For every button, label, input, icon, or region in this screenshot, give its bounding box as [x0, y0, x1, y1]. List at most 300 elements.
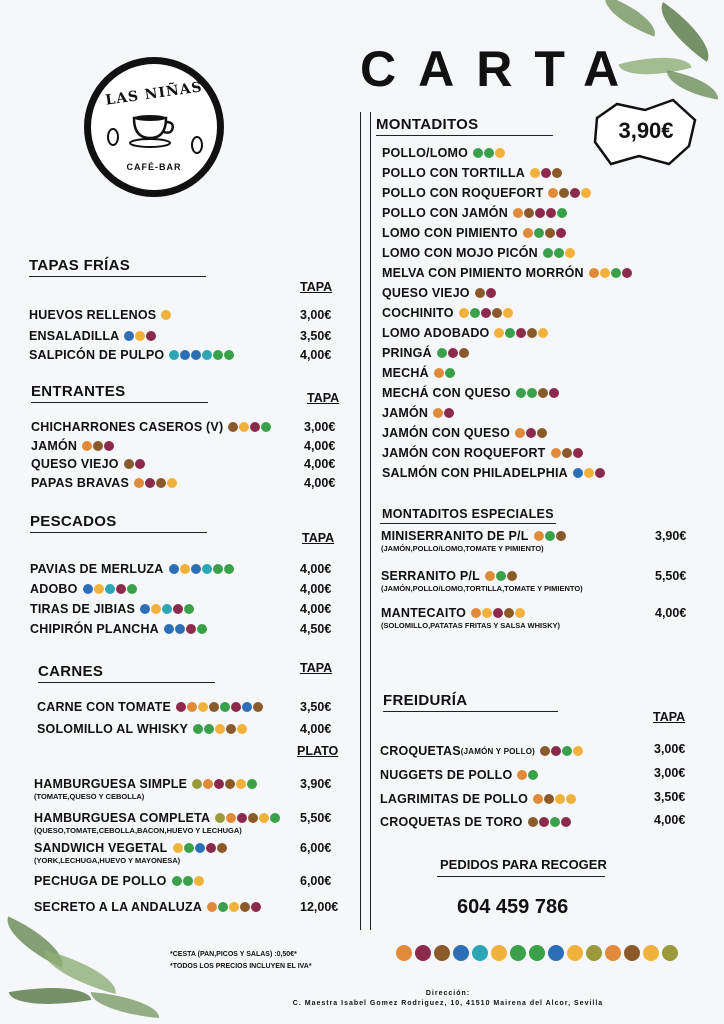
allergen-green-icon — [437, 348, 447, 358]
menu-item-name: SALMÓN CON PHILADELPHIA — [382, 466, 568, 480]
allergen-maroon-icon — [526, 428, 536, 438]
menu-item-price: 4,00€ — [655, 606, 687, 620]
section-title-especiales: MONTADITOS ESPECIALES — [382, 507, 554, 521]
menu-item-description: (YORK,LECHUGA,HUEVO Y MAYONESA) — [34, 856, 181, 865]
menu-item — [29, 348, 234, 362]
allergen-brown-icon — [209, 702, 219, 712]
allergen-yellow-icon — [584, 468, 594, 478]
allergen-green-icon — [545, 531, 555, 541]
allergen-yellow-icon — [135, 331, 145, 341]
price-badge — [591, 98, 701, 168]
allergen-brown-icon — [524, 208, 534, 218]
menu-item — [31, 457, 145, 471]
menu-item-price: 3,00€ — [300, 308, 332, 322]
allergen-orange-icon — [134, 478, 144, 488]
allergen-green-icon — [220, 702, 230, 712]
allergen-blue-icon — [180, 350, 190, 360]
allergen-maroon-icon — [551, 746, 561, 756]
menu-item — [31, 439, 114, 453]
allergen-maroon-icon — [546, 208, 556, 218]
allergen-brown-icon — [562, 448, 572, 458]
allergen-orange-icon — [513, 208, 523, 218]
menu-item — [382, 346, 469, 360]
allergen-icons — [176, 702, 263, 712]
allergen-orange-icon — [434, 368, 444, 378]
menu-item — [34, 777, 257, 791]
allergen-green-icon — [543, 248, 553, 258]
allergen-brown-icon — [240, 902, 250, 912]
allergen-maroon-icon — [486, 288, 496, 298]
address-text: C. Maestra Isabel Gomez Rodriguez, 10, 41510 Mairena del Alcor, Sevilla — [292, 1000, 604, 1007]
menu-item-price: 4,00€ — [304, 439, 336, 453]
allergen-green-icon — [528, 770, 538, 780]
menu-item — [31, 476, 177, 490]
allergen-brown-icon — [226, 724, 236, 734]
menu-item — [382, 386, 559, 400]
menu-item-price: 3,50€ — [300, 329, 332, 343]
menu-item — [30, 622, 207, 636]
allergen-maroon-icon — [237, 813, 247, 823]
menu-item — [34, 900, 261, 914]
allergen-icons — [193, 724, 247, 734]
menu-item-name: HUEVOS RELLENOS — [29, 308, 157, 322]
allergen-brown-icon — [527, 328, 537, 338]
logo-subtitle: CAFÉ-BAR — [126, 162, 182, 172]
menu-item-name: MANTECAITO — [381, 606, 467, 620]
page-title: CARTA — [360, 41, 642, 97]
menu-item-price: 6,00€ — [300, 841, 332, 855]
menu-item — [380, 744, 583, 758]
allergen-orange-icon — [517, 770, 527, 780]
menu-item-description: (JAMÓN,POLLO/LOMO,TOMATE Y PIMIENTO) — [381, 544, 544, 553]
allergen-brown-icon — [225, 779, 235, 789]
allergen-olive-icon — [192, 779, 202, 789]
menu-item-name: QUESO VIEJO — [382, 286, 470, 300]
menu-item — [380, 768, 538, 782]
allergen-green-icon — [270, 813, 280, 823]
allergen-green-icon — [184, 604, 194, 614]
allergen-blue-icon — [191, 350, 201, 360]
allergen-yellow-icon — [515, 608, 525, 618]
allergen-brown-icon — [528, 817, 538, 827]
allergen-maroon-icon — [541, 168, 551, 178]
allergen-icons — [169, 564, 234, 574]
menu-item-price: 12,00€ — [300, 900, 339, 914]
allergen-blue-icon — [124, 331, 134, 341]
legend-green-icon — [510, 945, 526, 961]
allergen-yellow-icon — [215, 724, 225, 734]
allergen-brown-icon — [507, 571, 517, 581]
allergen-green-icon — [470, 308, 480, 318]
allergen-orange-icon — [589, 268, 599, 278]
allergen-yellow-icon — [538, 328, 548, 338]
allergen-icons — [540, 746, 583, 756]
legend-green-icon — [529, 945, 545, 961]
menu-item-name: LOMO ADOBADO — [382, 326, 490, 340]
allergen-green-icon — [224, 564, 234, 574]
allergen-icons — [124, 331, 156, 341]
coffee-bean-icon — [191, 136, 203, 154]
section-underline — [38, 682, 215, 683]
allergen-yellow-icon — [180, 564, 190, 574]
allergen-yellow-icon — [198, 702, 208, 712]
allergen-yellow-icon — [495, 148, 505, 158]
allergen-icons — [173, 843, 227, 853]
menu-item-description: (QUESO,TOMATE,CEBOLLA,BACON,HUEVO Y LECHUGA) — [34, 826, 242, 835]
column-head: TAPA — [300, 280, 333, 294]
coffee-bean-icon — [107, 128, 119, 146]
allergen-maroon-icon — [539, 817, 549, 827]
allergen-yellow-icon — [503, 308, 513, 318]
menu-item-name: TIRAS DE JIBIAS — [30, 602, 136, 616]
allergen-yellow-icon — [459, 308, 469, 318]
note-cesta: *CESTA (PAN,PICOS Y SALAS) :0,50€* — [170, 951, 297, 958]
menu-item — [382, 446, 583, 460]
menu-item-price: 3,00€ — [654, 742, 686, 756]
allergen-maroon-icon — [116, 584, 126, 594]
allergen-icons — [573, 468, 605, 478]
address-label: Dirección: — [425, 990, 471, 997]
allergen-brown-icon — [248, 813, 258, 823]
section-underline — [380, 523, 556, 524]
allergen-green-icon — [213, 564, 223, 574]
allergen-brown-icon — [475, 288, 485, 298]
allergen-icons — [207, 902, 261, 912]
allergen-icons — [124, 459, 145, 469]
allergen-green-icon — [496, 571, 506, 581]
allergen-teal-icon — [202, 564, 212, 574]
menu-item-price: 3,00€ — [654, 766, 686, 780]
legend-brown-icon — [434, 945, 450, 961]
allergen-legend — [396, 945, 678, 961]
allergen-icons — [434, 368, 455, 378]
legend-brown-icon — [624, 945, 640, 961]
menu-item — [382, 266, 632, 280]
allergen-icons — [172, 876, 204, 886]
allergen-green-icon — [184, 843, 194, 853]
menu-item-price: 4,00€ — [300, 722, 332, 736]
menu-item-note: (JAMÓN Y POLLO) — [460, 746, 536, 756]
allergen-icons — [437, 348, 469, 358]
legend-blue-icon — [453, 945, 469, 961]
allergen-maroon-icon — [595, 468, 605, 478]
allergen-maroon-icon — [493, 608, 503, 618]
menu-item-name: POLLO/LOMO — [382, 146, 469, 160]
allergen-green-icon — [172, 876, 182, 886]
legend-yellow-icon — [491, 945, 507, 961]
allergen-brown-icon — [552, 168, 562, 178]
menu-item-price: 4,00€ — [654, 813, 686, 827]
menu-item-name: CROQUETAS DE TORO — [380, 815, 523, 829]
menu-item-name: JAMÓN — [382, 406, 429, 420]
allergen-maroon-icon — [146, 331, 156, 341]
allergen-orange-icon — [548, 188, 558, 198]
legend-teal-icon — [472, 945, 488, 961]
menu-item-price: 3,90€ — [655, 529, 687, 543]
allergen-teal-icon — [169, 350, 179, 360]
allergen-green-icon — [550, 817, 560, 827]
allergen-maroon-icon — [206, 843, 216, 853]
section-title-tapas_frias: TAPAS FRÍAS — [29, 257, 131, 274]
allergen-icons — [192, 779, 257, 789]
menu-item-name: SOLOMILLO AL WHISKY — [37, 722, 189, 736]
allergen-icons — [589, 268, 632, 278]
allergen-orange-icon — [471, 608, 481, 618]
allergen-green-icon — [127, 584, 137, 594]
allergen-brown-icon — [459, 348, 469, 358]
allergen-icons — [164, 624, 207, 634]
allergen-icons — [473, 148, 505, 158]
allergen-green-icon — [516, 388, 526, 398]
allergen-icons — [551, 448, 583, 458]
menu-item-name: CARNE CON TOMATE — [37, 700, 171, 714]
column-head: TAPA — [307, 391, 340, 405]
menu-item — [382, 166, 562, 180]
pedidos-label: PEDIDOS PARA RECOGER — [440, 857, 607, 872]
allergen-icons — [83, 584, 137, 594]
allergen-icons — [459, 308, 513, 318]
allergen-brown-icon — [492, 308, 502, 318]
allergen-green-icon — [505, 328, 515, 338]
menu-item-name: POLLO CON JAMÓN — [382, 206, 508, 220]
menu-item-name: MINISERRANITO DE P/L — [381, 529, 529, 543]
allergen-orange-icon — [485, 571, 495, 581]
allergen-orange-icon — [534, 531, 544, 541]
legend-olive-icon — [586, 945, 602, 961]
allergen-icons — [485, 571, 517, 581]
menu-item — [381, 569, 517, 583]
menu-item-price: 6,00€ — [300, 874, 332, 888]
menu-item — [382, 406, 454, 420]
menu-item-name: PECHUGA DE POLLO — [34, 874, 167, 888]
allergen-orange-icon — [523, 228, 533, 238]
menu-item-name: LAGRIMITAS DE POLLO — [380, 792, 529, 806]
allergen-orange-icon — [187, 702, 197, 712]
menu-item-price: 3,00€ — [304, 420, 336, 434]
section-title-entrantes: ENTRANTES — [31, 383, 126, 400]
allergen-maroon-icon — [516, 328, 526, 338]
allergen-yellow-icon — [259, 813, 269, 823]
menu-item — [382, 206, 567, 220]
section-title-freiduria: FREIDURÍA — [383, 692, 468, 709]
allergen-maroon-icon — [448, 348, 458, 358]
allergen-yellow-icon — [482, 608, 492, 618]
allergen-green-icon — [611, 268, 621, 278]
logo — [84, 57, 224, 197]
phone-number[interactable]: 604 459 786 — [457, 896, 569, 918]
allergen-yellow-icon — [194, 876, 204, 886]
menu-item-name: ADOBO — [30, 582, 78, 596]
legend-yellow-icon — [567, 945, 583, 961]
menu-item — [37, 700, 263, 714]
allergen-icons — [517, 770, 538, 780]
allergen-green-icon — [213, 350, 223, 360]
allergen-brown-icon — [537, 428, 547, 438]
allergen-yellow-icon — [530, 168, 540, 178]
allergen-green-icon — [445, 368, 455, 378]
section-title-pescados: PESCADOS — [30, 513, 117, 530]
allergen-icons — [215, 813, 280, 823]
allergen-icons — [471, 608, 525, 618]
allergen-green-icon — [562, 746, 572, 756]
menu-item-name: PRINGÁ — [382, 346, 432, 360]
allergen-green-icon — [557, 208, 567, 218]
menu-item-name: MELVA CON PIMIENTO MORRÓN — [382, 266, 584, 280]
allergen-blue-icon — [140, 604, 150, 614]
menu-item-name: JAMÓN CON ROQUEFORT — [382, 446, 546, 460]
allergen-yellow-icon — [161, 310, 171, 320]
allergen-brown-icon — [93, 441, 103, 451]
allergen-green-icon — [204, 724, 214, 734]
allergen-maroon-icon — [145, 478, 155, 488]
allergen-yellow-icon — [600, 268, 610, 278]
column-divider — [360, 112, 361, 930]
allergen-yellow-icon — [573, 746, 583, 756]
legend-olive-icon — [662, 945, 678, 961]
menu-item — [381, 606, 525, 620]
menu-item-price: 4,00€ — [300, 562, 332, 576]
allergen-brown-icon — [217, 843, 227, 853]
allergen-icons — [169, 350, 234, 360]
menu-item-price: 4,00€ — [300, 582, 332, 596]
allergen-icons — [161, 310, 171, 320]
menu-item — [30, 562, 234, 576]
section-underline — [376, 135, 553, 136]
allergen-icons — [228, 422, 271, 432]
legend-maroon-icon — [415, 945, 431, 961]
section-underline — [31, 402, 208, 403]
allergen-blue-icon — [573, 468, 583, 478]
menu-item-description: (SOLOMILLO,PATATAS FRITAS Y SALSA WHISKY) — [381, 621, 561, 630]
allergen-yellow-icon — [555, 794, 565, 804]
allergen-yellow-icon — [173, 843, 183, 853]
allergen-brown-icon — [544, 794, 554, 804]
menu-item-name: POLLO CON TORTILLA — [382, 166, 525, 180]
allergen-orange-icon — [226, 813, 236, 823]
column-divider — [370, 112, 371, 930]
allergen-yellow-icon — [236, 779, 246, 789]
allergen-icons — [513, 208, 567, 218]
section-title-carnes: CARNES — [38, 663, 104, 680]
allergen-green-icon — [554, 248, 564, 258]
menu-item-price: 4,50€ — [300, 622, 332, 636]
legend-yellow-icon — [643, 945, 659, 961]
menu-item — [382, 186, 591, 200]
menu-item — [380, 815, 571, 829]
allergen-green-icon — [261, 422, 271, 432]
menu-item — [382, 286, 496, 300]
allergen-blue-icon — [242, 702, 252, 712]
menu-item — [34, 874, 204, 888]
section-underline — [29, 276, 206, 277]
allergen-green-icon — [197, 624, 207, 634]
menu-item — [37, 722, 247, 736]
allergen-blue-icon — [175, 624, 185, 634]
menu-item — [30, 602, 194, 616]
menu-item — [30, 582, 137, 596]
allergen-brown-icon — [124, 459, 134, 469]
allergen-maroon-icon — [570, 188, 580, 198]
menu-item-name: SECRETO A LA ANDALUZA — [34, 900, 203, 914]
menu-item — [29, 308, 171, 322]
menu-item-price: 5,50€ — [655, 569, 687, 583]
legend-orange-icon — [605, 945, 621, 961]
allergen-blue-icon — [164, 624, 174, 634]
allergen-orange-icon — [433, 408, 443, 418]
allergen-brown-icon — [253, 702, 263, 712]
allergen-green-icon — [224, 350, 234, 360]
menu-item-price: 3,50€ — [654, 790, 686, 804]
section-underline — [30, 532, 207, 533]
allergen-orange-icon — [203, 779, 213, 789]
allergen-yellow-icon — [581, 188, 591, 198]
menu-item-name: HAMBURGUESA SIMPLE — [34, 777, 188, 791]
menu-item-name: LOMO CON MOJO PICÓN — [382, 246, 538, 260]
menu-item — [382, 426, 547, 440]
menu-item-name: CHICHARRONES CASEROS (V) — [31, 420, 224, 434]
menu-item-name: JAMÓN CON QUESO — [382, 426, 511, 440]
menu-item-price: 4,00€ — [300, 348, 332, 362]
menu-item-name: CROQUETAS — [380, 744, 461, 758]
menu-item — [382, 246, 575, 260]
allergen-orange-icon — [82, 441, 92, 451]
menu-item-name: SALPICÓN DE PULPO — [29, 348, 165, 362]
allergen-brown-icon — [556, 531, 566, 541]
menu-item-price: 5,50€ — [300, 811, 332, 825]
note-iva: *TODOS LOS PRECIOS INCLUYEN EL IVA* — [170, 963, 312, 970]
allergen-icons — [534, 531, 566, 541]
column-head: TAPA — [653, 710, 686, 724]
column-head: TAPA — [302, 531, 335, 545]
logo-name: LAS NIÑAS — [104, 79, 204, 109]
allergen-blue-icon — [191, 564, 201, 574]
allergen-yellow-icon — [239, 422, 249, 432]
legend-orange-icon — [396, 945, 412, 961]
allergen-olive-icon — [215, 813, 225, 823]
allergen-maroon-icon — [186, 624, 196, 634]
menu-item-name: NUGGETS DE POLLO — [380, 768, 513, 782]
allergen-teal-icon — [162, 604, 172, 614]
allergen-green-icon — [473, 148, 483, 158]
allergen-icons — [494, 328, 548, 338]
menu-item-description: (TOMATE,QUESO Y CEBOLLA) — [34, 792, 145, 801]
menu-item — [382, 326, 548, 340]
menu-item-name: LOMO CON PIMIENTO — [382, 226, 518, 240]
allergen-brown-icon — [559, 188, 569, 198]
allergen-icons — [548, 188, 591, 198]
allergen-brown-icon — [540, 746, 550, 756]
allergen-blue-icon — [195, 843, 205, 853]
menu-item-name: ENSALADILLA — [29, 329, 120, 343]
allergen-icons — [82, 441, 114, 451]
coffee-cup-icon — [128, 112, 180, 150]
allergen-icons — [528, 817, 571, 827]
menu-item-price: 3,50€ — [300, 700, 332, 714]
allergen-maroon-icon — [622, 268, 632, 278]
menu-item — [29, 329, 156, 343]
allergen-maroon-icon — [231, 702, 241, 712]
menu-item-name: QUESO VIEJO — [31, 457, 119, 471]
allergen-maroon-icon — [556, 228, 566, 238]
allergen-maroon-icon — [176, 702, 186, 712]
menu-item-name: MECHÁ CON QUESO — [382, 386, 511, 400]
allergen-icons — [515, 428, 547, 438]
menu-item-name: POLLO CON ROQUEFORT — [382, 186, 544, 200]
column-head: PLATO — [297, 744, 339, 758]
allergen-maroon-icon — [250, 422, 260, 432]
allergen-green-icon — [534, 228, 544, 238]
menu-item-name: MECHÁ — [382, 366, 429, 380]
